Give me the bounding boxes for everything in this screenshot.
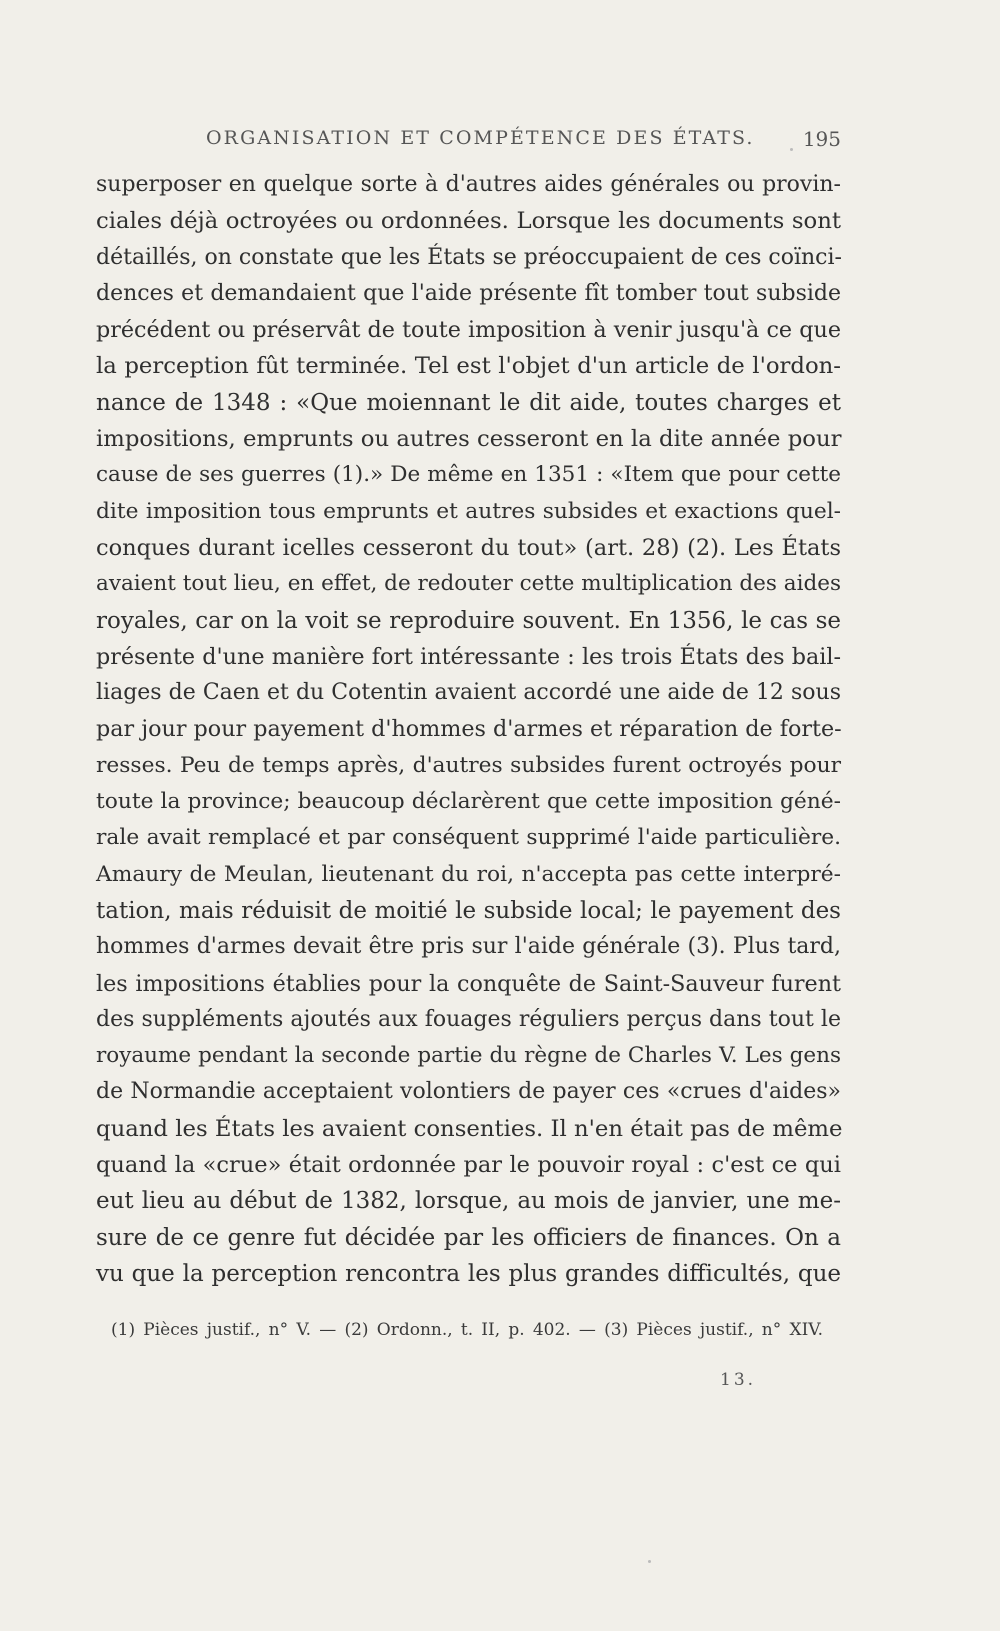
body-line: toute la province; beaucoup déclarèrent que cette imposition géné- — [96, 789, 841, 815]
body-line: présente d'une manière fort intéressante : les trois États des bail- — [96, 643, 841, 670]
body-line: hommes d'armes devait être pris sur l'aide générale (3). Plus tard, — [96, 934, 841, 960]
body-text — [96, 167, 841, 1292]
body-line: Amaury de Meulan, lieutenant du roi, n'accepta pas cette interpré- — [96, 861, 841, 887]
page-number: 195 — [802, 127, 841, 151]
body-line: liages de Caen et du Cotentin avaient accordé une aide de 12 sous — [96, 680, 841, 706]
body-line: quand la «crue» était ordonnée par le pouvoir royal : c'est ce qui — [96, 1152, 841, 1179]
body-line: cause de ses guerres (1).» De même en 1351 : «Item que pour cette — [96, 462, 841, 488]
body-line: eut lieu au début de 1382, lorsque, au mois de janvier, une me- — [96, 1188, 841, 1215]
body-line: sure de ce genre fut décidée par les officiers de finances. On a — [96, 1224, 841, 1251]
running-title: ORGANISATION ET COMPÉTENCE DES ÉTATS. — [206, 127, 755, 149]
body-line: nance de 1348 : «Que moiennant le dit aide, toutes charges et — [96, 389, 841, 416]
body-line: vu que la perception rencontra les plus grandes difficultés, que — [96, 1260, 841, 1287]
body-line: superposer en quelque sorte à d'autres aides générales ou provin- — [96, 172, 841, 197]
body-line: de Normandie acceptaient volontiers de payer ces «crues d'aides» — [96, 1079, 841, 1105]
body-line: conques durant icelles cesseront du tout» (art. 28) (2). Les États — [96, 534, 841, 561]
paper-speck — [790, 148, 793, 151]
body-line: avaient tout lieu, en effet, de redouter cette multiplication des aides — [96, 571, 841, 597]
body-line: impositions, emprunts ou autres cesseront en la dite année pour — [96, 426, 842, 453]
body-line: par jour pour payement d'hommes d'armes et réparation de forte- — [96, 716, 842, 743]
body-line: royales, car on la voit se reproduire souvent. En 1356, le cas se — [96, 607, 841, 634]
body-line: resses. Peu de temps après, d'autres subsides furent octroyés pour — [96, 752, 841, 778]
running-head — [96, 127, 841, 157]
body-line: quand les États les avaient consenties. Il n'en était pas de même — [96, 1115, 843, 1142]
footnotes: (1) Pièces justif., n° V. — (2) Ordonn., t. II, p. 402. — (3) Pièces justif., n° XIV. — [111, 1320, 823, 1340]
body-line: détaillés, on constate que les États se préoccupaient de ces coïnci- — [96, 244, 842, 270]
body-line: la perception fût terminée. Tel est l'objet d'un article de l'ordon- — [96, 353, 841, 380]
signature-mark: 13. — [720, 1370, 757, 1390]
body-line: royaume pendant la seconde partie du règne de Charles V. Les gens — [96, 1043, 841, 1069]
body-line: ciales déjà octroyées ou ordonnées. Lorsque les documents sont — [96, 208, 841, 235]
paper-speck — [648, 1560, 651, 1563]
body-line: précédent ou préservât de toute imposition à venir jusqu'à ce que — [96, 317, 841, 344]
body-line: des suppléments ajoutés aux fouages réguliers perçus dans tout le — [96, 1006, 841, 1032]
body-line: rale avait remplacé et par conséquent supprimé l'aide particulière. — [96, 825, 841, 851]
body-line: les impositions établies pour la conquête de Saint-Sauveur furent — [96, 970, 841, 997]
body-line: dences et demandaient que l'aide présente fît tomber tout subside — [96, 280, 841, 306]
body-line: dite imposition tous emprunts et autres subsides et exactions quel- — [96, 498, 841, 524]
body-line: tation, mais réduisit de moitié le subside local; le payement des — [96, 897, 841, 924]
